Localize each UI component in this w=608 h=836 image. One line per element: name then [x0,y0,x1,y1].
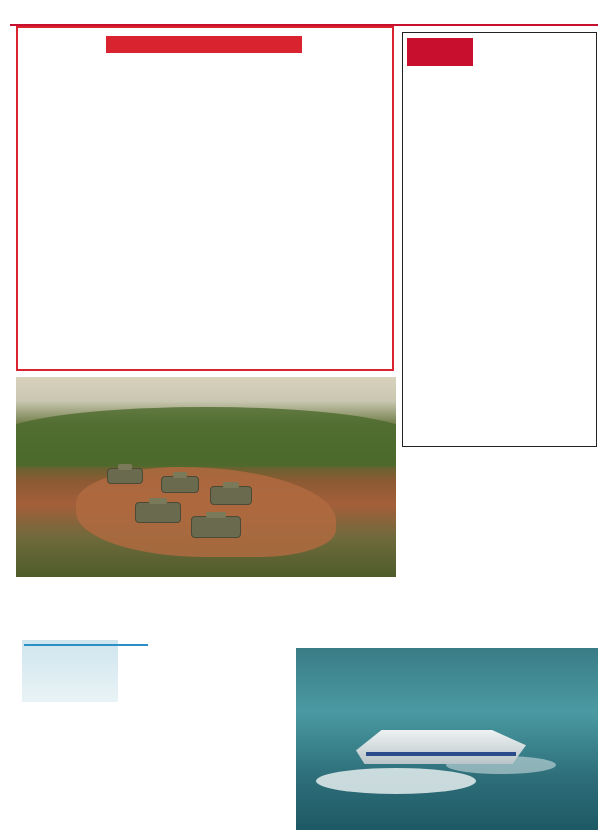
photo-hillside [16,407,396,467]
second-story-column-1 [402,490,464,640]
training-graphic [22,640,118,702]
story-column-1 [24,142,108,366]
sidebar-text-right [537,333,593,433]
top-story-box [16,26,394,371]
training-photo-tanks [16,377,396,577]
armored-vehicle [108,469,142,483]
column-logo [407,38,473,66]
boat-stripe [366,752,516,756]
tank-story-column-1 [22,706,118,826]
training-photo-boat [296,648,598,830]
wave-foam [316,768,476,794]
story-column-2 [114,142,198,366]
armored-vehicle [162,477,198,492]
story-column-3 [204,142,288,366]
tank-story-column-2 [122,640,204,826]
second-story-column-2 [468,490,530,640]
armored-vehicle [136,503,180,522]
assault-boat [356,730,526,764]
tank-story-column-3 [208,640,290,826]
sidebar-box [402,32,597,447]
story-column-4 [294,142,384,366]
armored-vehicle [192,517,240,537]
armored-vehicle [211,487,251,504]
column-banner [106,36,302,53]
second-story-column-3 [534,490,596,640]
sidebar-text-left [409,73,531,433]
